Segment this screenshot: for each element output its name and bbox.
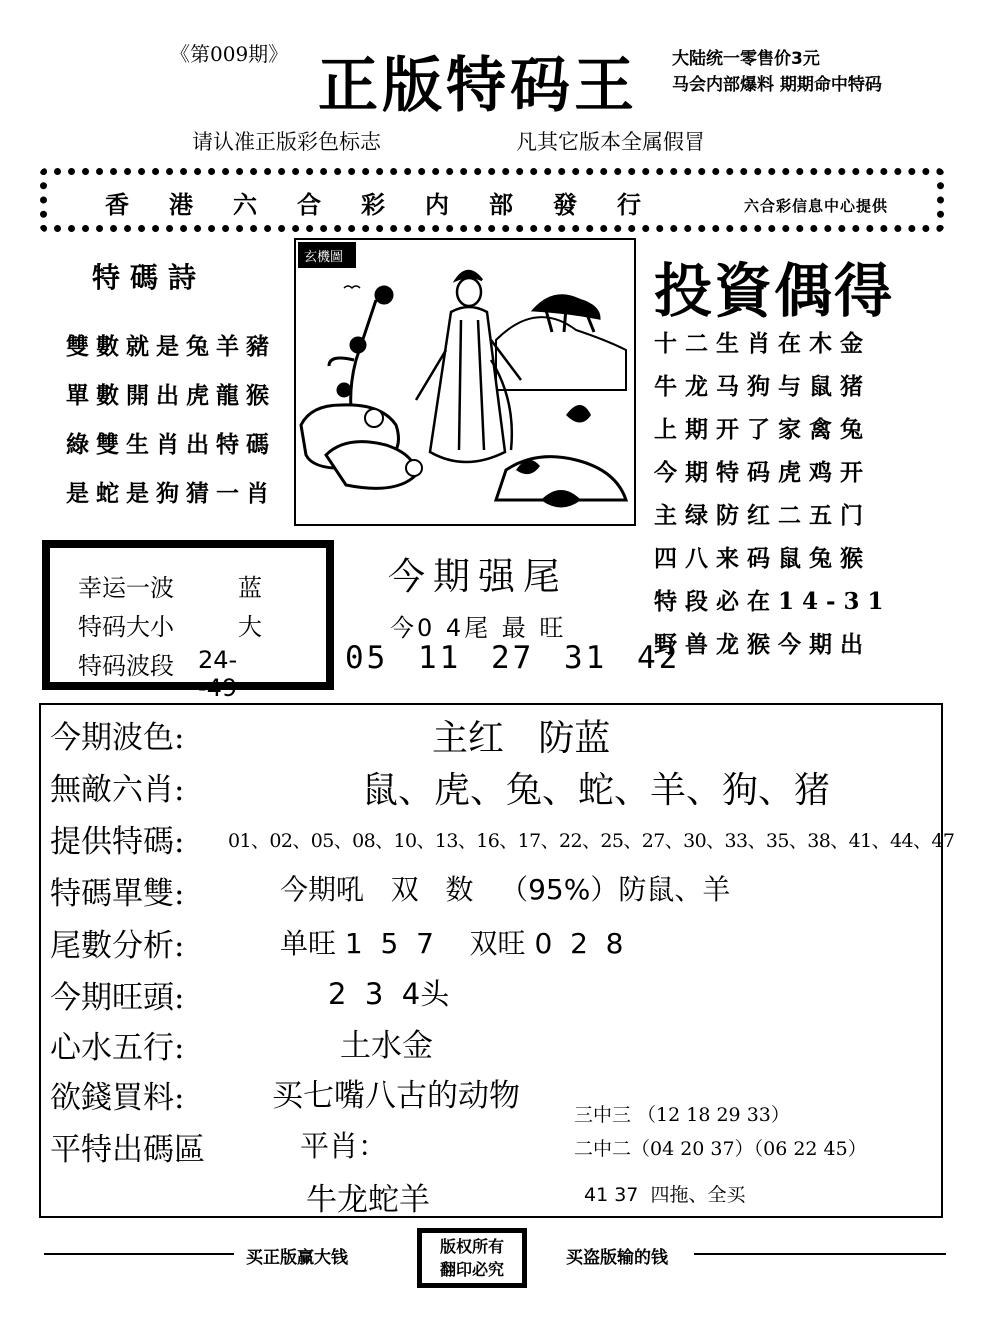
five-label: 心水五行: — [50, 1030, 185, 1066]
two-hit: 二中二（04 20 37）（06 22 45） — [574, 1138, 867, 1160]
invest-line: 十二生肖在木金 — [654, 330, 871, 357]
wave-value: 主红 防蓝 — [432, 718, 611, 759]
poem-lines — [66, 322, 276, 518]
lucky-label: 特码波段 — [78, 652, 174, 680]
footer-right: 买盗版输的钱 — [566, 1248, 668, 1268]
strong-tail-title: 今期强尾 — [388, 555, 568, 598]
flat-sub: 平肖： — [300, 1129, 388, 1163]
lucky-row — [78, 646, 238, 702]
poem-line: 單數開出虎龍猴 — [66, 382, 276, 409]
drag-info: 41 37 四拖、全买 — [584, 1184, 746, 1206]
lucky-value: 24--49 — [198, 646, 238, 702]
footer-divider-right — [694, 1253, 946, 1255]
six-label: 無敵六肖: — [50, 772, 185, 808]
lucky-row — [78, 607, 262, 642]
stamp-text: 玄機圖 — [304, 250, 344, 265]
page-title: 正版特码王 — [318, 51, 638, 121]
price-info — [672, 46, 882, 98]
lucky-row — [78, 568, 262, 603]
notice-left: 请认准正版彩色标志 — [192, 130, 381, 154]
poem-line: 綠雙生肖出特碼 — [66, 431, 276, 458]
five-value: 土水金 — [340, 1028, 433, 1064]
head-label: 今期旺頭: — [50, 980, 185, 1016]
invest-line: 牛龙马狗与鼠猪 — [654, 373, 871, 400]
six-value: 鼠、虎、兔、蛇、羊、狗、猪 — [362, 770, 831, 811]
money-value: 买七嘴八古的动物 — [272, 1078, 520, 1114]
flat-value: 牛龙蛇羊 — [306, 1182, 430, 1218]
tailnum-label: 尾數分析: — [50, 928, 185, 964]
footer-divider-left — [44, 1253, 234, 1255]
tailnum-value: 单旺 1 5 7 双旺 0 2 8 — [280, 927, 624, 960]
poem-line: 是蛇是狗猜一肖 — [66, 480, 276, 507]
invest-title: 投資偶得 — [654, 257, 895, 325]
copyright-line: 翻印必究 — [439, 1260, 504, 1279]
strong-tail-numbers: 05 11 27 31 42 — [345, 640, 681, 676]
slogan-line: 马会内部爆料 期期命中特码 — [672, 75, 882, 95]
lucky-label: 特码大小 — [78, 613, 174, 641]
lucky-value: 蓝 — [238, 574, 262, 602]
head-value: 2 3 4头 — [328, 977, 450, 1011]
poem-line: 雙數就是兔羊豬 — [66, 333, 276, 360]
banner-text: 香港六合彩内部發行 — [105, 190, 681, 219]
wave-label: 今期波色: — [50, 720, 185, 756]
banner-source: 六合彩信息中心提供 — [744, 197, 889, 215]
notice-right: 凡其它版本全属假冒 — [516, 130, 705, 154]
lucky-label: 幸运一波 — [78, 574, 174, 602]
strong-tail-subtitle: 今0 4尾 最 旺 — [390, 614, 567, 642]
illustration-frame — [294, 238, 636, 526]
invest-line: 四八来码鼠兔猴 — [654, 545, 871, 572]
invest-line: 主绿防红二五门 — [654, 502, 871, 529]
codes-label: 提供特碼: — [50, 824, 185, 860]
money-label: 欲錢買料: — [50, 1080, 185, 1116]
invest-line: 今期特码虎鸡开 — [654, 459, 871, 486]
three-hit: 三中三 （12 18 29 33） — [574, 1104, 790, 1126]
oddeven-label: 特碼單雙: — [50, 876, 185, 912]
illustration — [296, 240, 634, 524]
price-line: 大陆统一零售价3元 — [672, 49, 820, 69]
copyright-box — [417, 1228, 527, 1288]
copyright-line: 版权所有 — [439, 1237, 504, 1256]
poem-title: 特碼詩 — [92, 261, 207, 294]
codes-value: 01、02、05、08、10、13、16、17、22、25、27、30、33、35、38、41、44、47 — [228, 830, 955, 852]
issue-number: 《第009期》 — [170, 42, 289, 66]
footer-left: 买正版赢大钱 — [246, 1248, 348, 1268]
oddeven-value: 今期吼 双 数 （95%）防鼠、羊 — [280, 873, 731, 906]
invest-line: 上期开了家禽兔 — [654, 416, 871, 443]
invest-line: 野兽龙猴今期出 — [654, 631, 871, 658]
invest-lines — [654, 322, 892, 666]
flat-label: 平特出碼區 — [50, 1132, 205, 1168]
lucky-box — [42, 540, 334, 702]
lucky-value: 大 — [238, 613, 262, 641]
invest-line: 特段必在14-31 — [654, 588, 892, 615]
